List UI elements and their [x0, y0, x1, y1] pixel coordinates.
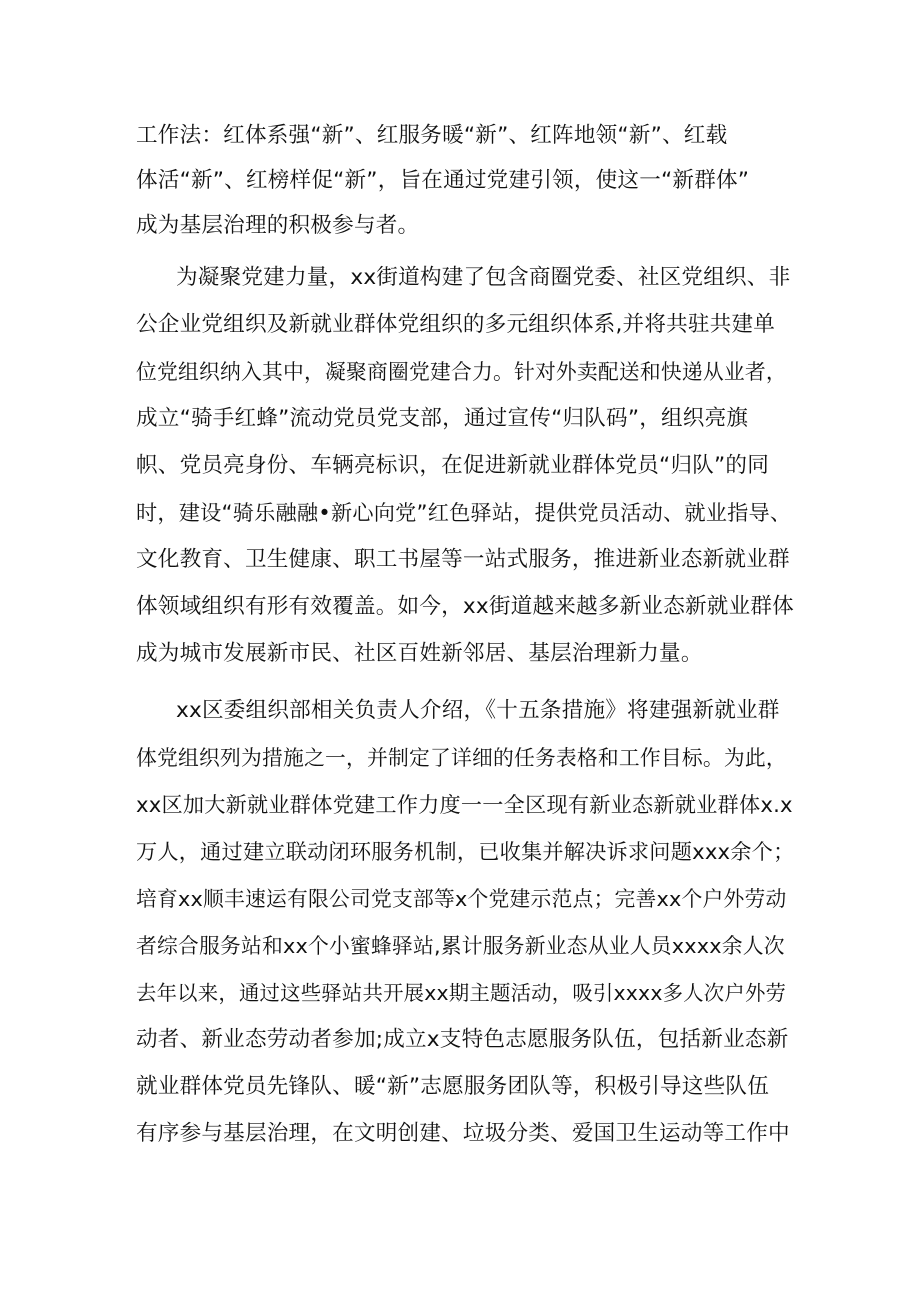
text-line: xx区委组织部相关负责人介绍，《十五条措施》将建强新就业群 [176, 698, 780, 723]
text-line: 万人，通过建立联动闭环服务机制，已收集并解决诉求问题xxx余个； [136, 839, 795, 864]
text-line: 公企业党组织及新就业群体党组织的多元组织体系,并将共驻共建单 [136, 312, 776, 337]
text-line: 体领域组织有形有效覆盖。如今，xx街道越来越多新业态新就业群体 [136, 594, 794, 619]
text-line: 工作法：红体系强“新”、红服务暖“新”、红阵地领“新”、红载 [136, 123, 728, 148]
text-line: 位党组织纳入其中，凝聚商圈党建合力。针对外卖配送和快递从业者， [136, 360, 787, 384]
text-line: 就业群体党员先锋队、暖“新”志愿服务团队等，积极引导这些队伍 [136, 1074, 770, 1099]
text-line: 体党组织列为措施之一，并制定了详细的任务表格和工作目标。为此， [136, 746, 787, 770]
text-line: 时，建设“骑乐融融•新心向党”红色驿站，提供党员活动、就业指导、 [136, 500, 792, 525]
text-line: 去年以来，通过这些驿站共开展xx期主题活动，吸引xxxx多人次户外劳 [136, 981, 787, 1005]
text-line: 文化教育、卫生健康、职工书屋等一站式服务，推进新业态新就业群 [136, 547, 790, 572]
text-line: 者综合服务站和xx个小蜜蜂驿站,累计服务新业态从业人员xxxx余人次 [136, 934, 785, 958]
text-line: 帜、党员亮身份、车辆亮标识，在促进新就业群体党员“归队”的同 [136, 453, 770, 478]
text-line: 成为城市发展新市民、社区百姓新邻居、基层治理新力量。 [136, 641, 703, 666]
text-line: 为凝聚党建力量，xx街道构建了包含商圈党委、社区党组织、非 [176, 265, 791, 290]
text-line: xx区加大新就业群体党建工作力度一一全区现有新业态新就业群体x.x [136, 792, 793, 817]
text-line: 动者、新业态劳动者参加;成立x支特色志愿服务队伍，包括新业态新 [136, 1027, 789, 1052]
text-line: 成立“骑手红蜂”流动党员党支部，通过宣传“归队码”，组织亮旗 [136, 406, 749, 431]
text-line: 体活“新”、红榜样促“新”，旨在通过党建引领，使这一“新群体” [136, 168, 750, 193]
text-line: 有序参与基层治理，在文明创建、垃圾分类、爱国卫生运动等工作中 [136, 1121, 790, 1146]
text-line: 成为基层治理的积极参与者。 [136, 213, 420, 238]
text-line: 培育xx顺丰速运有限公司党支部等x个党建示范点；完善xx个户外劳动 [136, 887, 787, 911]
